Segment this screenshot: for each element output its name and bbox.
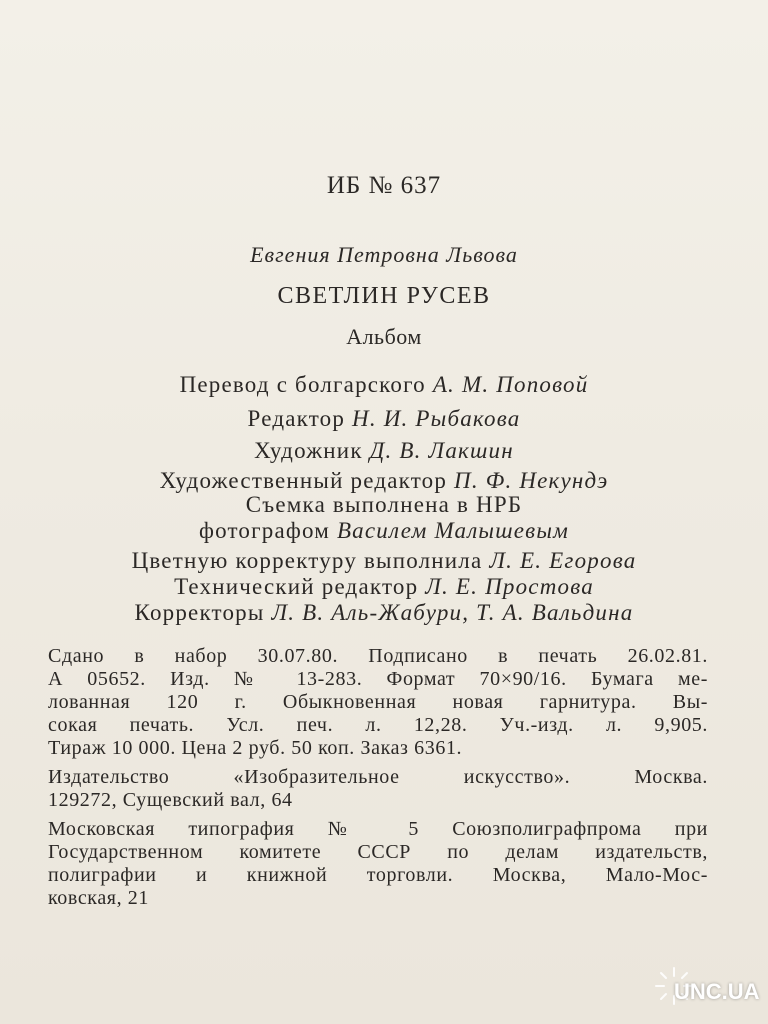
- credit-person: Василем Малышевым: [336, 518, 570, 543]
- print-details-line: Сдано в набор 30.07.80. Подписано в печать 26.02.81.: [48, 645, 708, 667]
- credit-role: Цветную корректуру выполнила: [131, 548, 483, 573]
- book-subtitle: Альбом: [346, 324, 422, 349]
- publisher-line: 129272, Сущевский вал, 64: [48, 789, 293, 811]
- credit-art-editor: [0, 468, 768, 494]
- credit-proofreaders: [0, 600, 768, 626]
- credit-photographer: [0, 518, 768, 544]
- credit-tech-editor: [0, 574, 768, 600]
- publisher-info: [48, 766, 708, 812]
- credit-person: А. М. Поповой: [432, 372, 589, 397]
- credit-role: Художник: [254, 438, 363, 463]
- credit-color-proofreader: [0, 548, 768, 574]
- credit-person: Д. В. Лакшин: [369, 438, 514, 463]
- print-details-line: сокая печать. Усл. печ. л. 12,28. Уч.-изд. л. 9,905.: [48, 714, 708, 736]
- printing-house-line: полиграфии и книжной торговли. Москва, Мало-Мос-: [48, 864, 708, 886]
- print-details-line: А 05652. Изд. № 13-283. Формат 70×90/16. Бумага ме-: [48, 668, 708, 690]
- credit-editor: [0, 406, 768, 432]
- credit-role: Корректоры: [134, 600, 265, 625]
- ib-number: ИБ № 637: [326, 172, 442, 199]
- site-watermark: [654, 962, 764, 1018]
- credit-photo-location: [0, 492, 768, 518]
- author-name: Евгения Петровна Львова: [250, 242, 518, 267]
- credit-role: Редактор: [247, 406, 346, 431]
- credit-artist: [0, 438, 768, 464]
- printing-house-line: ковская, 21: [48, 887, 149, 909]
- printing-house-line: Московская типография № 5 Союзполиграфпрома при: [48, 818, 708, 840]
- print-details-line: Тираж 10 000. Цена 2 руб. 50 коп. Заказ 6361.: [48, 737, 463, 759]
- print-details: [48, 645, 708, 760]
- credit-person: Л. Е. Егорова: [489, 548, 637, 573]
- printing-house-info: [48, 818, 708, 910]
- credit-role: Художественный редактор: [159, 468, 448, 493]
- credit-role: Съемка выполнена в НРБ: [245, 492, 523, 517]
- credit-role: фотографом: [198, 518, 330, 543]
- credit-person: Л. Е. Простова: [425, 574, 594, 599]
- printing-house-line: Государственном комитете СССР по делам издательств,: [48, 841, 708, 863]
- credit-role: Перевод с болгарского: [179, 372, 426, 397]
- credit-role: Технический редактор: [174, 574, 419, 599]
- book-title: СВЕТЛИН РУСЕВ: [277, 283, 491, 309]
- publisher-line: Издательство «Изобразительное искусство». Москва.: [48, 766, 708, 788]
- watermark-text: UNC.UA: [674, 979, 760, 1004]
- credit-translator: [0, 372, 768, 398]
- credit-person: Н. И. Рыбакова: [352, 406, 521, 431]
- credit-person: Л. В. Аль-Жабури, Т. А. Вальдина: [271, 600, 634, 625]
- credit-person: П. Ф. Некундэ: [454, 468, 609, 493]
- print-details-line: лованная 120 г. Обыкновенная новая гарнитура. Вы-: [48, 691, 708, 713]
